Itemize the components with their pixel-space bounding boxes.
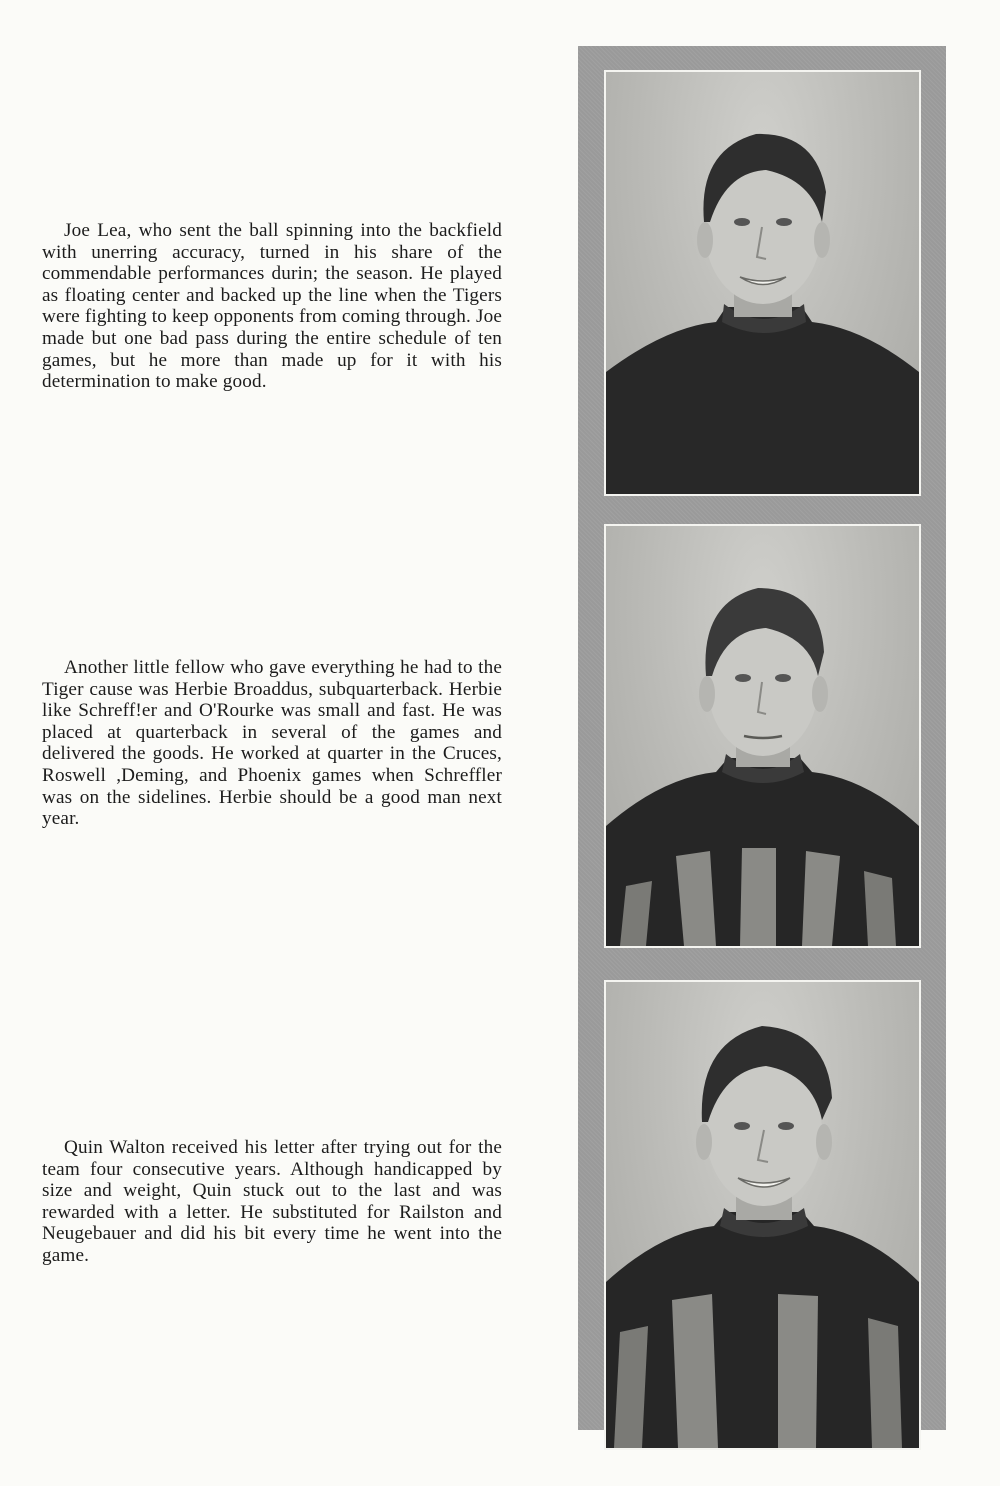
player-photo (606, 526, 919, 946)
bio-joe-lea: Joe Lea, who sent the ball spinning into the backfield with unerring accuracy, turned in his share of the commendable performances durin; the season. He played as floating center and backed up the line when the Tigers were fighting to keep opponents from coming through. Joe made but one bad pass during the entire schedule of ten games, but he more than made up for it with his determination to make good. (42, 220, 502, 393)
bio-quin-walton: Quin Walton received his letter after trying out for the team four consecutive years. Although handicapped by size and weight, Quin stuck out to the last and was rewarded with a letter. He substituted for Railston and Neugebauer and did his bit every time he went into the game. (42, 1137, 502, 1266)
portrait-quin-walton (604, 980, 921, 1450)
photo-column (578, 46, 946, 1430)
bio-herbie-broaddus: Another little fellow who gave everything he had to the Tiger cause was Herbie Broaddus, subquarterback. Herbie like Schreff!er and O'Rourke was small and fast. He was placed at quarterback in several of the games and delivered the goods. He worked at quarter in the Cruces, Roswell ,Deming, and Phoenix games when Schreffler was on the sidelines. Herbie should be a good man next year. (42, 657, 502, 830)
portrait-herbie-broaddus (604, 524, 921, 948)
player-photo (606, 72, 919, 494)
player-photo (606, 982, 919, 1448)
portrait-joe-lea (604, 70, 921, 496)
